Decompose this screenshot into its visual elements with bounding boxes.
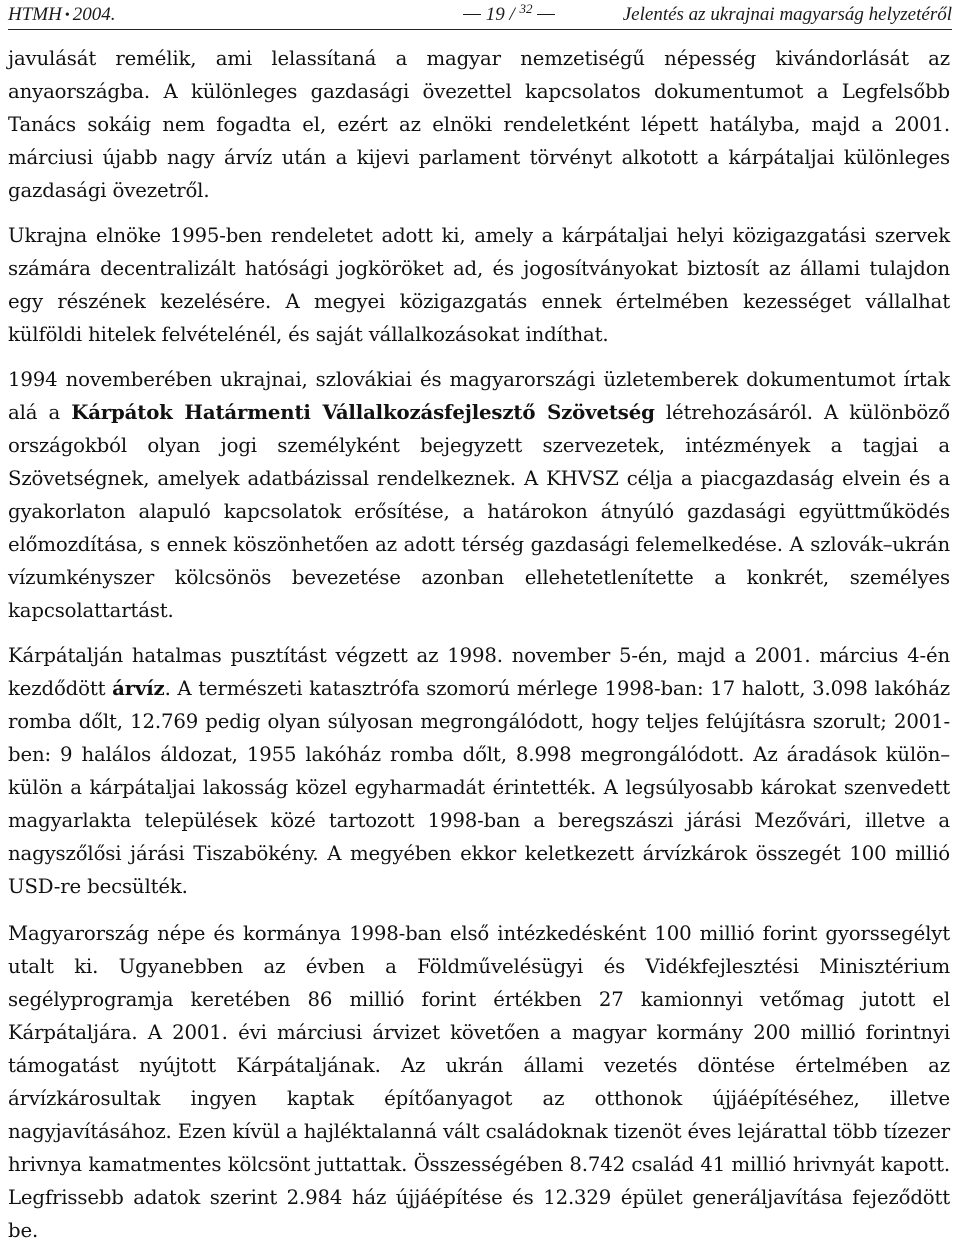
paragraph-4-text-b: . A természeti katasztrófa szomorú mérlege 1998-ban: 17 halott, 3.098 lakóház romba dőlt, 12.769 pedig olyan súlyosan megrongálódott, hogy teljes felújításra szorult; 2001-ben: 9 halálos áldozat, 1955 lakóház romba dőlt, 8.998 megrongálódott. Az áradások külön–külön a kárpátaljai lakosság közel egyharmadát érintették. A legsúlyosabb károkat szenvedett magyarlakta települések közé tartozott 1998-ban a beregszászi járási Mezővári, illetve a nagyszőlősi járási Tiszabökény. A megyében ekkor keletkezett árvízkárok összegét 100 millió USD-re becsülték. [8,677,951,898]
current-page: 19 [485,4,505,25]
total-pages: 32 [519,1,533,16]
paragraph-4-text-a: Kárpátalján hatalmas pusztítást végzett az 1998. november 5-én, majd a 2001. március 4-én kezdődött [8,644,950,700]
khvsz-name: Kárpátok Határmenti Vállalkozásfejlesztő Szövetség [71,401,655,424]
paragraph-2: Ukrajna elnöke 1995-ben rendeletet adott ki, amely a kárpátaljai helyi közigazgatási szervek számára decentralizált hatósági jogköröket ad, és jogosítványokat biztosít az állami tulajdon egy részének kezelésére. A megyei közigazgatás ennek értelmében kezességet vállalhat külföldi hitelek felvételénél, és saját vállalkozásokat indíthat. [8,224,950,346]
paragraph-3 [8,363,950,627]
page-header [8,1,952,30]
bullet-separator: • [64,8,70,23]
publication-year: 2004. [72,4,116,25]
document-body [8,42,950,1247]
header-divider [8,29,952,30]
header-left [8,4,116,26]
flood-term: árvíz [112,677,165,700]
paragraph-3-text-b: létrehozásáról. A különböző országokból olyan jogi személyként bejegyzett szervezetek, intézmények a tagjai a Szövetségnek, amelyek adatbázissal rendelkeznek. A KHVSZ célja a piacgazdaság elvein és a gyakorlaton alapuló kapcsolatok erősítése, a határokon átnyúló gazdasági együttműködés előmozdítása, s ennek köszönhetően az adott térség gazdasági felemelkedése. A szlovák–ukrán vízumkényszer kölcsönös bevezetése azonban ellehetetlenítette a konkrét, személyes kapcsolattartást. [8,401,950,622]
page-number-rule-right [537,14,555,15]
paragraph-5: Magyarország népe és kormánya 1998-ban első intézkedésként 100 millió forint gyorssegélyt utalt ki. Ugyanebben az évben a Földművelésügyi és Vidékfejlesztési Minisztérium segélyprogramja keretében 86 millió forint értékben 27 kamionnyi vetőmag jutott el Kárpátaljára. A 2001. évi márciusi árvizet követően a magyar kormány 200 millió forintnyi támogatást nyújtott Kárpátaljának. Az ukrán állami vezetés döntése értelmében az árvízkárosultak ingyen kaptak építőanyagot az otthonok újjáépítéséhez, illetve nagyjavításához. Ezen kívül a hajléktalanná vált családoknak tizenöt éves lejárattal több tízezer hrivnya kamatmentes kölcsönt juttattak. Összességében 8.742 család 41 millió hrivnyát kapott. Legfrissebb adatok szerint 2.984 ház újjáépítése és 12.329 épület generáljavítása fejeződött be. [8,922,950,1242]
publication-name: HTMH [8,4,62,25]
paragraph-1: javulását remélik, ami lelassítaná a magyar nemzetiségű népesség kivándorlását az anyaországba. A különleges gazdasági övezettel kapcsolatos dokumentumot a Legfelsőbb Tanács sokáig nem fogadta el, ezért az elnöki rendeletként lépett hatályba, majd a 2001. márciusi újabb nagy árvíz után a kijevi parlament törvényt alkotott a kárpátaljai különleges gazdasági övezetről. [8,47,950,202]
page-number [463,1,555,26]
header-title: Jelentés az ukrajnai magyarság helyzetéről [622,4,952,25]
paragraph-3-text-a: 1994 novemberében ukrajnai, szlovákiai és magyarországi üzletemberek dokumentumot írtak alá a [8,368,950,424]
paragraph-4 [8,639,950,903]
page-separator: / [509,4,515,25]
page-number-rule-left [463,14,481,15]
